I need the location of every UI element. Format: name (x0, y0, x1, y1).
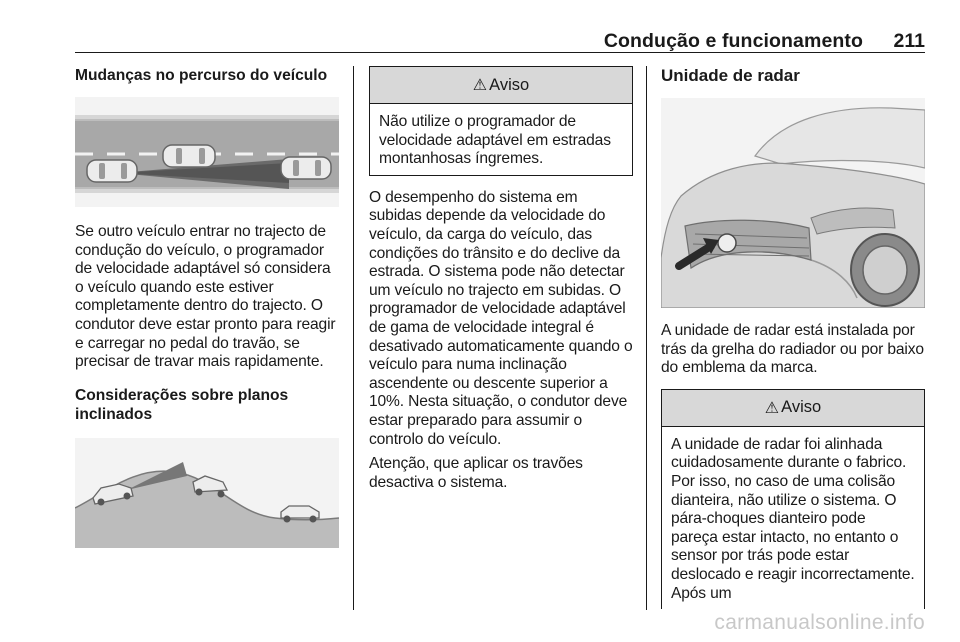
radar-location-text: A unidade de radar está instalada por trás da grelha do radiador ou por baixo do emblema da marca. (661, 322, 924, 377)
page-number: 211 (893, 30, 925, 52)
warning-title: Aviso (781, 398, 822, 417)
column-divider (646, 66, 647, 610)
warning-title: Aviso (489, 75, 530, 94)
page-header (75, 26, 925, 53)
warning-triangle-icon: ⚠ (472, 77, 488, 94)
warning-header (662, 390, 924, 427)
warning-text: A unidade de radar foi alinhada cuidadosamente durante o fabrico. Por isso, no caso de uma colisão dianteira, não utilize o sistema. O pára-choques dianteiro pode pareça estar intacto, no entanto o sensor por trás pode estar deslocado e reagir incorrectamente. Após um (671, 435, 915, 602)
column-left (75, 60, 339, 548)
lane-change-illustration (75, 97, 339, 207)
column-right (661, 60, 925, 609)
warning-body (662, 427, 924, 609)
warning-header (370, 67, 632, 104)
warning-body (370, 104, 632, 175)
warning-text: Não utilize o programador de velocidade adaptável em estradas montanhosas íngremes. (379, 113, 611, 168)
column-divider (353, 66, 354, 610)
section-heading-route-changes: Mudanças no percurso do veículo (75, 67, 328, 84)
warning-box (661, 389, 925, 609)
brake-note-text: Atenção, que aplicar os travões desactiva o sistema. (369, 455, 583, 491)
incline-illustration (75, 438, 339, 548)
chapter-title: Condução e funcionamento (603, 30, 863, 52)
route-changes-text: Se outro veículo entrar no trajecto de condução do veículo, o programador de velocidade adaptável só considera o veículo quando este estiver completamente dentro do trajecto. O condutor deve estar pronto para reagir e carregar no pedal do travão, se precisar de travar mais rapidamente. (75, 223, 336, 371)
warning-box (369, 66, 633, 176)
radar-unit-illustration (661, 98, 925, 308)
warning-triangle-icon: ⚠ (764, 399, 780, 417)
incline-performance-text: O desempenho do sistema em subidas depende da velocidade do veículo, da carga do veículo, das condições do trânsito e do declive da estrada. O sistema pode não detectar um veículo no trajecto em subidas. O programador de velocidade adaptável de gama de velocidade integral é desativado automaticamente quando o veículo para numa inclinação ascendente ou descente superior a 10%. Nesta situação, o condutor deve estar preparado para assumir o controlo do veículo. (369, 188, 633, 448)
column-middle (369, 60, 633, 492)
section-heading-inclines: Considerações sobre planos inclinados (75, 386, 289, 423)
section-heading-radar: Unidade de radar (661, 66, 800, 85)
watermark: carmanualsonline.info (714, 611, 925, 634)
